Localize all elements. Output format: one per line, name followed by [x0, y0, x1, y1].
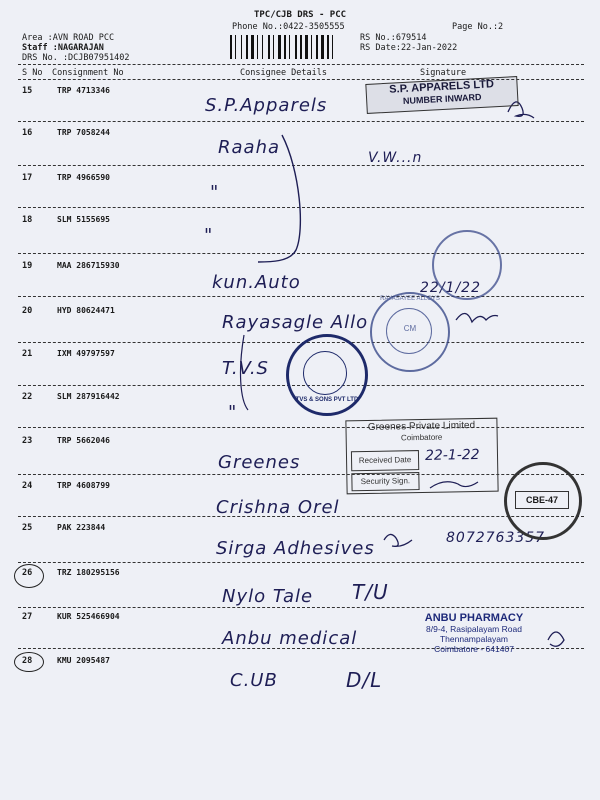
row-sno: 22	[22, 392, 33, 402]
round-stamp	[432, 230, 502, 300]
row-consignee: "	[228, 402, 238, 423]
row-signature: 22/1/22	[420, 280, 481, 296]
row-sno: 26	[22, 568, 33, 578]
row-consignee: Greenes	[218, 452, 301, 473]
rs-date: RS Date:22-Jan-2022	[360, 43, 458, 53]
row-signature: T/U	[352, 580, 389, 604]
anbu-address-2: Thennampalayam	[439, 634, 509, 644]
row-sno: 24	[22, 481, 33, 491]
anbu-pharmacy-stamp	[404, 612, 544, 654]
row-consignment: TRP 4966590	[57, 173, 110, 182]
row-consignee: Crishna Orel	[216, 497, 340, 518]
row-consignee: C.UB	[230, 670, 278, 691]
row-consignee: kun.Auto	[212, 272, 301, 293]
row-sno: 21	[22, 349, 33, 359]
row-signature: 8072763357	[446, 530, 546, 546]
rs-number: RS No.:679514	[360, 33, 427, 43]
greenes-city: Coimbatore	[400, 432, 443, 443]
drs-number: DRS No. :DCJB07951402	[22, 53, 130, 63]
stamp-title: S.P. APPARELS LTD	[388, 78, 495, 96]
row-consignee: T.V.S	[222, 358, 269, 379]
row-sno: 15	[22, 86, 33, 96]
row-sno: 23	[22, 436, 33, 446]
row-consignee: "	[210, 182, 220, 203]
security-sign-label: Security Sign.	[351, 472, 419, 491]
row-consignment: SLM 287916442	[57, 392, 120, 401]
alloys-stamp-center: CM	[403, 324, 417, 333]
row-consignee: "	[204, 225, 214, 246]
row-consignment: TRP 7058244	[57, 128, 110, 137]
row-consignee: Rayasagle Allo	[222, 312, 369, 333]
row-sno: 20	[22, 306, 33, 316]
alloys-stamp	[370, 292, 450, 372]
received-date-label: Received Date	[351, 450, 419, 471]
row-consignment: SLM 5155695	[57, 215, 110, 224]
row-consignment: KUR 525466904	[57, 612, 120, 621]
row-consignee: S.P.Apparels	[205, 95, 328, 116]
col-signature: Signature	[420, 68, 467, 78]
staff-label: Staff :NAGARAJAN	[22, 43, 104, 53]
col-consignment: Consignment No	[52, 68, 124, 78]
page-number: Page No.:2	[452, 22, 504, 32]
cbe-stamp-text: CBE-47	[515, 491, 569, 509]
row-consignee: Sirga Adhesives	[216, 538, 375, 559]
row-consignment: TRP 5662046	[57, 436, 110, 445]
tvs-stamp-text: TVS & SONS PVT LTD	[295, 397, 359, 403]
row-consignment: PAK 223844	[57, 523, 106, 532]
phone-number: Phone No.:0422-3505555	[232, 22, 345, 32]
row-sno: 16	[22, 128, 33, 138]
row-sno: 27	[22, 612, 33, 622]
anbu-name: ANBU PHARMACY	[424, 612, 524, 624]
col-consignee: Consignee Details	[240, 68, 327, 78]
row-sno: 28	[22, 656, 33, 666]
row-consignment: TRZ 180295156	[57, 568, 120, 577]
row-consignee: Nylo Tale	[222, 586, 314, 607]
row-consignment: MAA 286715930	[57, 261, 120, 270]
row-sno: 25	[22, 523, 33, 533]
row-sno: 19	[22, 261, 33, 271]
row-consignee: Raaha	[218, 137, 281, 158]
anbu-address-1: 8/9-4, Rasipalayam Road	[426, 624, 522, 634]
row-consignment: TRP 4608799	[57, 481, 110, 490]
row-signature: V.W...n	[368, 150, 423, 166]
row-signature: D/L	[346, 668, 383, 692]
row-consignment: TRP 4713346	[57, 86, 110, 95]
document-title: TPC/CJB DRS - PCC	[253, 10, 347, 20]
greenes-title: Greenes Private Limited	[367, 420, 476, 433]
row-sno: 17	[22, 173, 33, 183]
row-consignee: Anbu medical	[222, 628, 358, 649]
col-sno: S No	[22, 68, 43, 78]
tvs-stamp	[286, 334, 368, 416]
stamp-subtitle: NUMBER INWARD	[402, 91, 482, 107]
area-label: Area :AVN ROAD PCC	[22, 33, 115, 43]
row-sno: 18	[22, 215, 33, 225]
greenes-stamp	[345, 418, 498, 495]
row-consignment: KMU 2095487	[57, 656, 110, 665]
alloys-stamp-text: RAYASAYEE ALLOYS	[380, 296, 440, 302]
cbe-stamp	[504, 462, 582, 540]
row-consignment: HYD 80624471	[57, 306, 115, 315]
anbu-address-3: Coimbatore - 641407	[434, 644, 514, 654]
row-consignment: IXM 49797597	[57, 349, 115, 358]
received-date-value: 22-1-22	[424, 446, 480, 464]
